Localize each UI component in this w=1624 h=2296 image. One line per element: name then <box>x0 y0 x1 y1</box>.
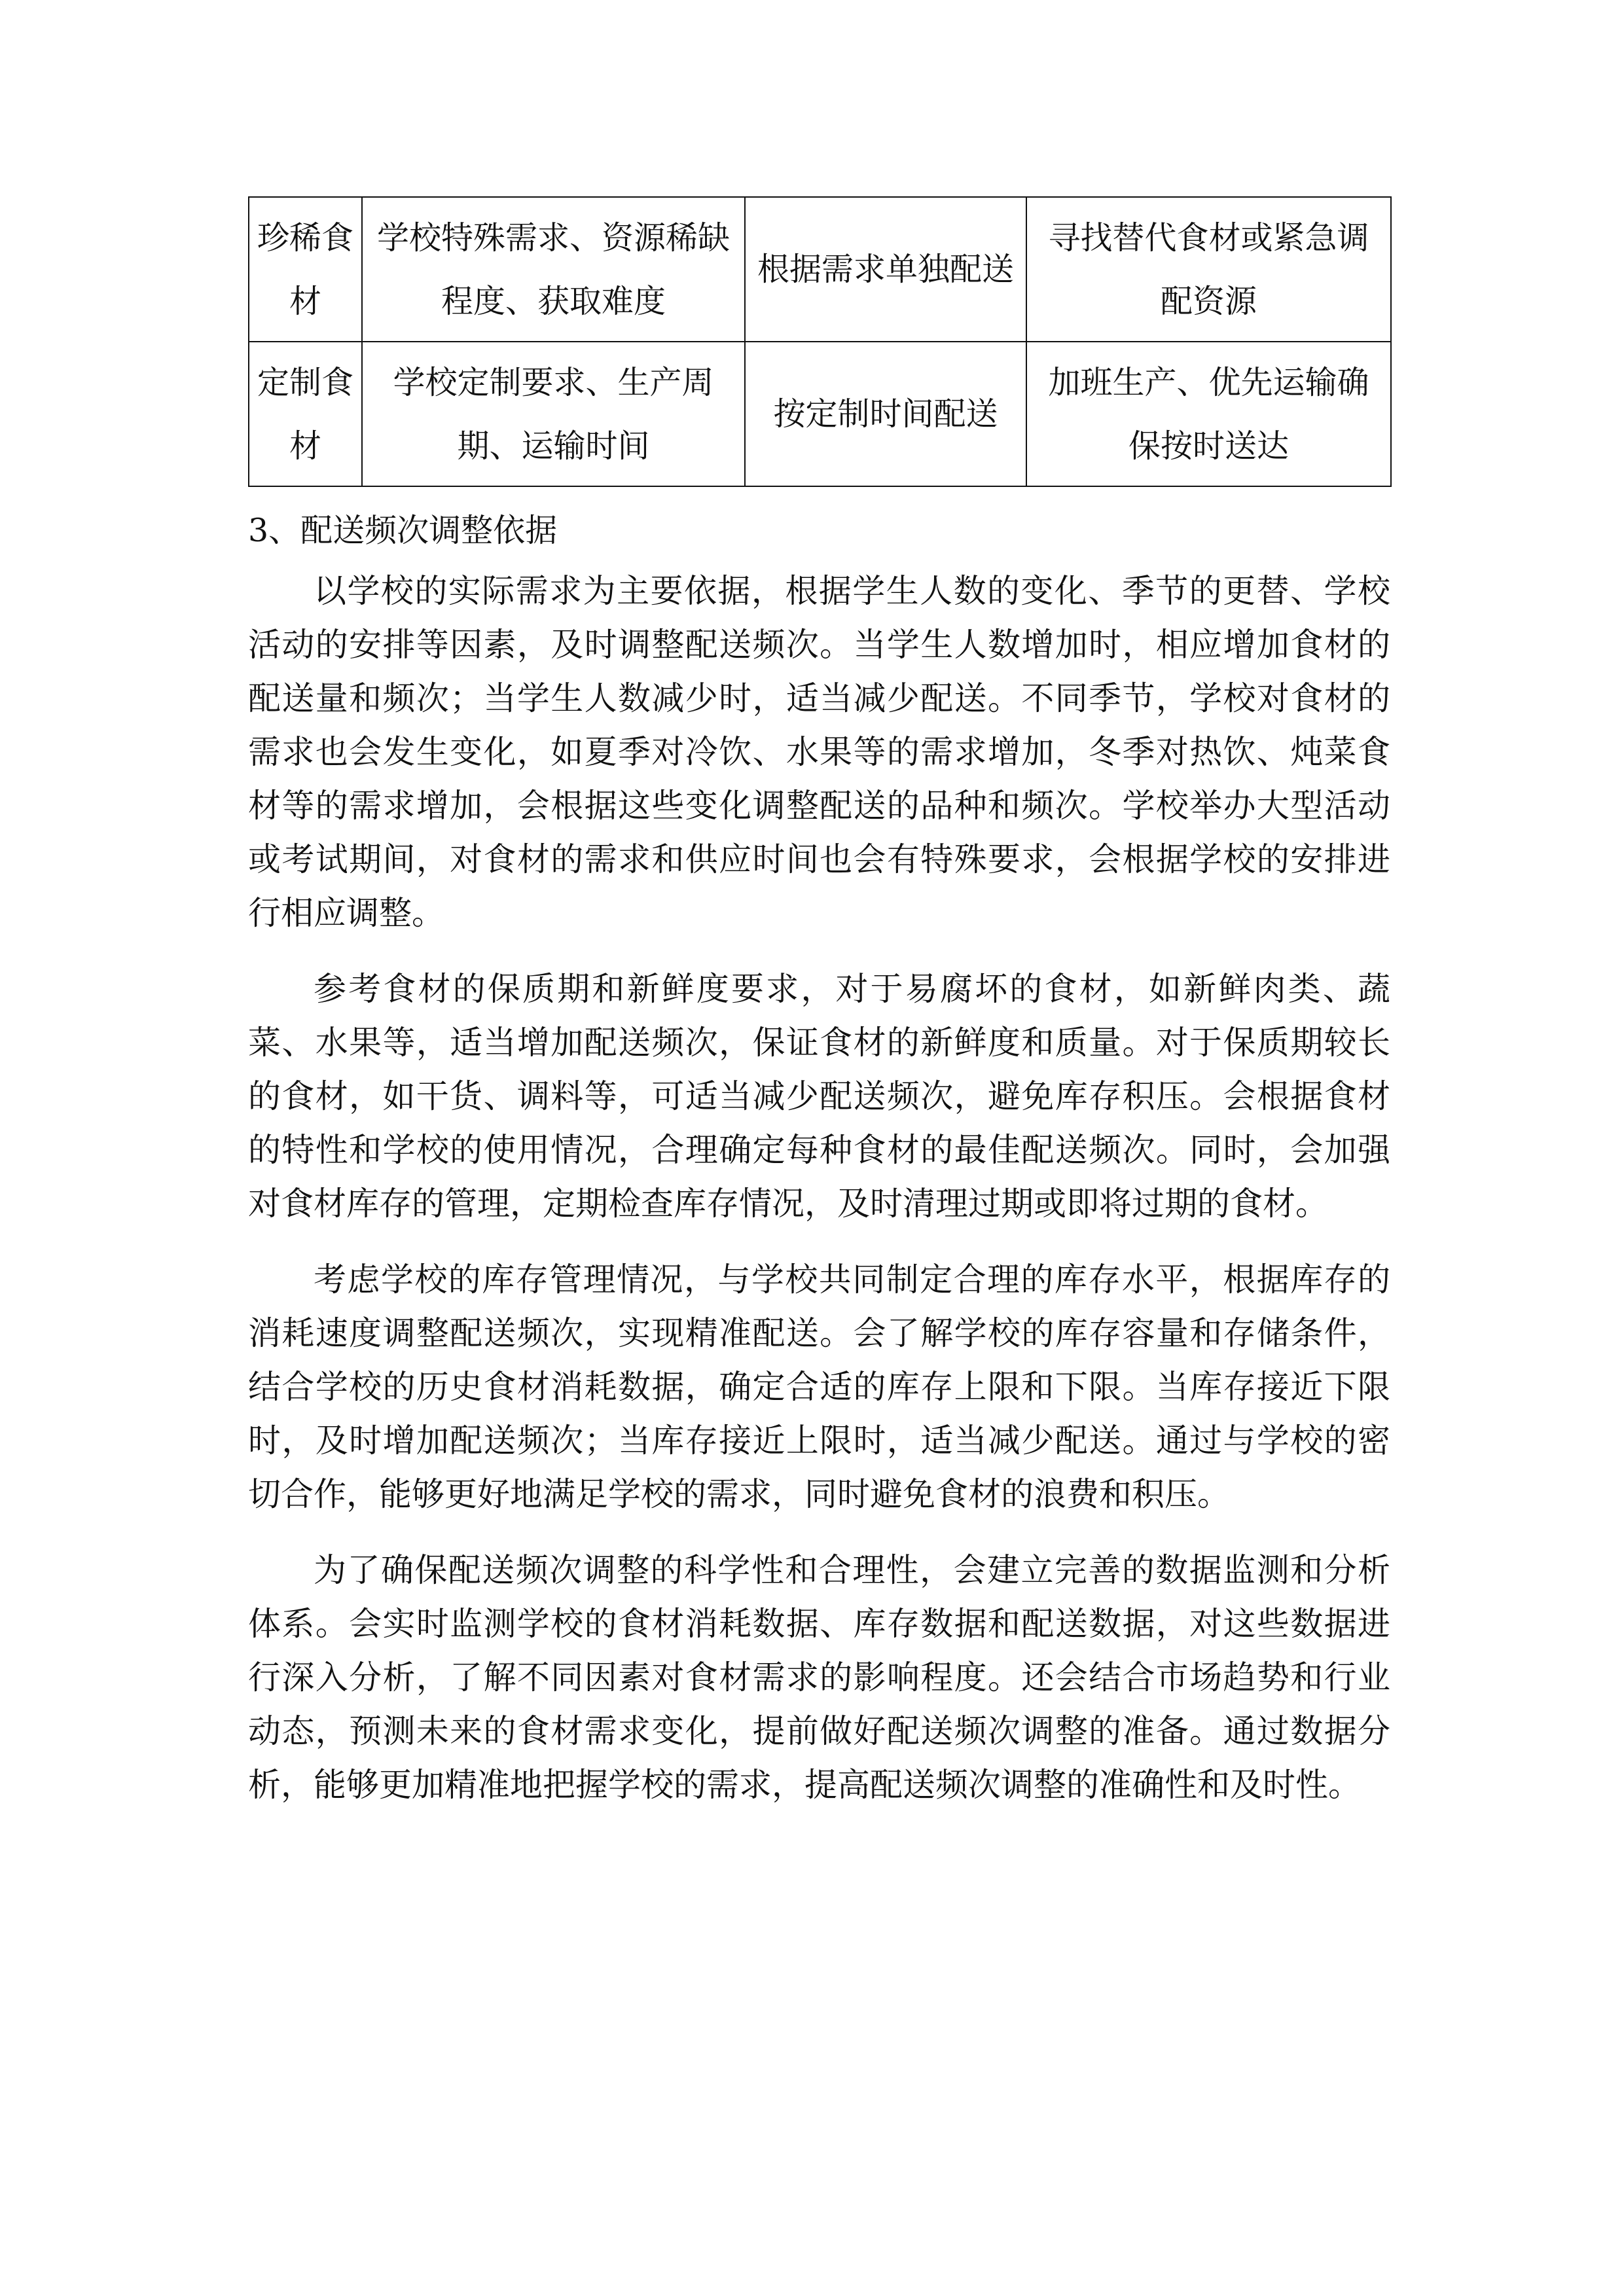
table-cell-measure: 寻找替代食材或紧急调配资源 <box>1026 197 1391 342</box>
table-cell-measure: 加班生产、优先运输确保按时送达 <box>1026 342 1391 486</box>
table-row <box>249 197 1391 342</box>
table-cell-basis: 学校定制要求、生产周期、运输时间 <box>362 342 745 486</box>
table-cell-method: 根据需求单独配送 <box>745 197 1026 342</box>
section-heading: 3、配送频次调整依据 <box>248 512 558 549</box>
paragraph: 参考食材的保质期和新鲜度要求，对于易腐坏的食材，如新鲜肉类、蔬菜、水果等，适当增加配送频次，保证食材的新鲜度和质量。对于保质期较长的食材，如干货、调料等，可适当减少配送频次，避免库存积压。会根据食材的特性和学校的使用情况，合理确定每种食材的最佳配送频次。同时，会加强对食材库存的管理，定期检查库存情况，及时清理过期或即将过期的食材。 <box>248 970 1390 1223</box>
table-cell-category: 珍稀食材 <box>249 197 362 342</box>
paragraph: 以学校的实际需求为主要依据，根据学生人数的变化、季节的更替、学校活动的安排等因素，及时调整配送频次。当学生人数增加时，相应增加食材的配送量和频次；当学生人数减少时，适当减少配送。不同季节，学校对食材的需求也会发生变化，如夏季对冷饮、水果等的需求增加，冬季对热饮、炖菜食材等的需求增加，会根据这些变化调整配送的品种和频次。学校举办大型活动或考试期间，对食材的需求和供应时间也会有特殊要求，会根据学校的安排进行相应调整。 <box>248 572 1390 932</box>
table-cell-method: 按定制时间配送 <box>745 342 1026 486</box>
table-cell-category: 定制食材 <box>249 342 362 486</box>
food-delivery-table <box>248 196 1392 487</box>
section-body <box>248 564 1390 1834</box>
table-row <box>249 342 1391 486</box>
paragraph: 为了确保配送频次调整的科学性和合理性，会建立完善的数据监测和分析体系。会实时监测学校的食材消耗数据、库存数据和配送数据，对这些数据进行深入分析，了解不同因素对食材需求的影响程度。还会结合市场趋势和行业动态，预测未来的食材需求变化，提前做好配送频次调整的准备。通过数据分析，能够更加精准地把握学校的需求，提高配送频次调整的准确性和及时性。 <box>248 1551 1390 1804</box>
paragraph: 考虑学校的库存管理情况，与学校共同制定合理的库存水平，根据库存的消耗速度调整配送频次，实现精准配送。会了解学校的库存容量和存储条件，结合学校的历史食材消耗数据，确定合适的库存上限和下限。当库存接近下限时，及时增加配送频次；当库存接近上限时，适当减少配送。通过与学校的密切合作，能够更好地满足学校的需求，同时避免食材的浪费和积压。 <box>248 1261 1390 1513</box>
table-cell-basis: 学校特殊需求、资源稀缺程度、获取难度 <box>362 197 745 342</box>
